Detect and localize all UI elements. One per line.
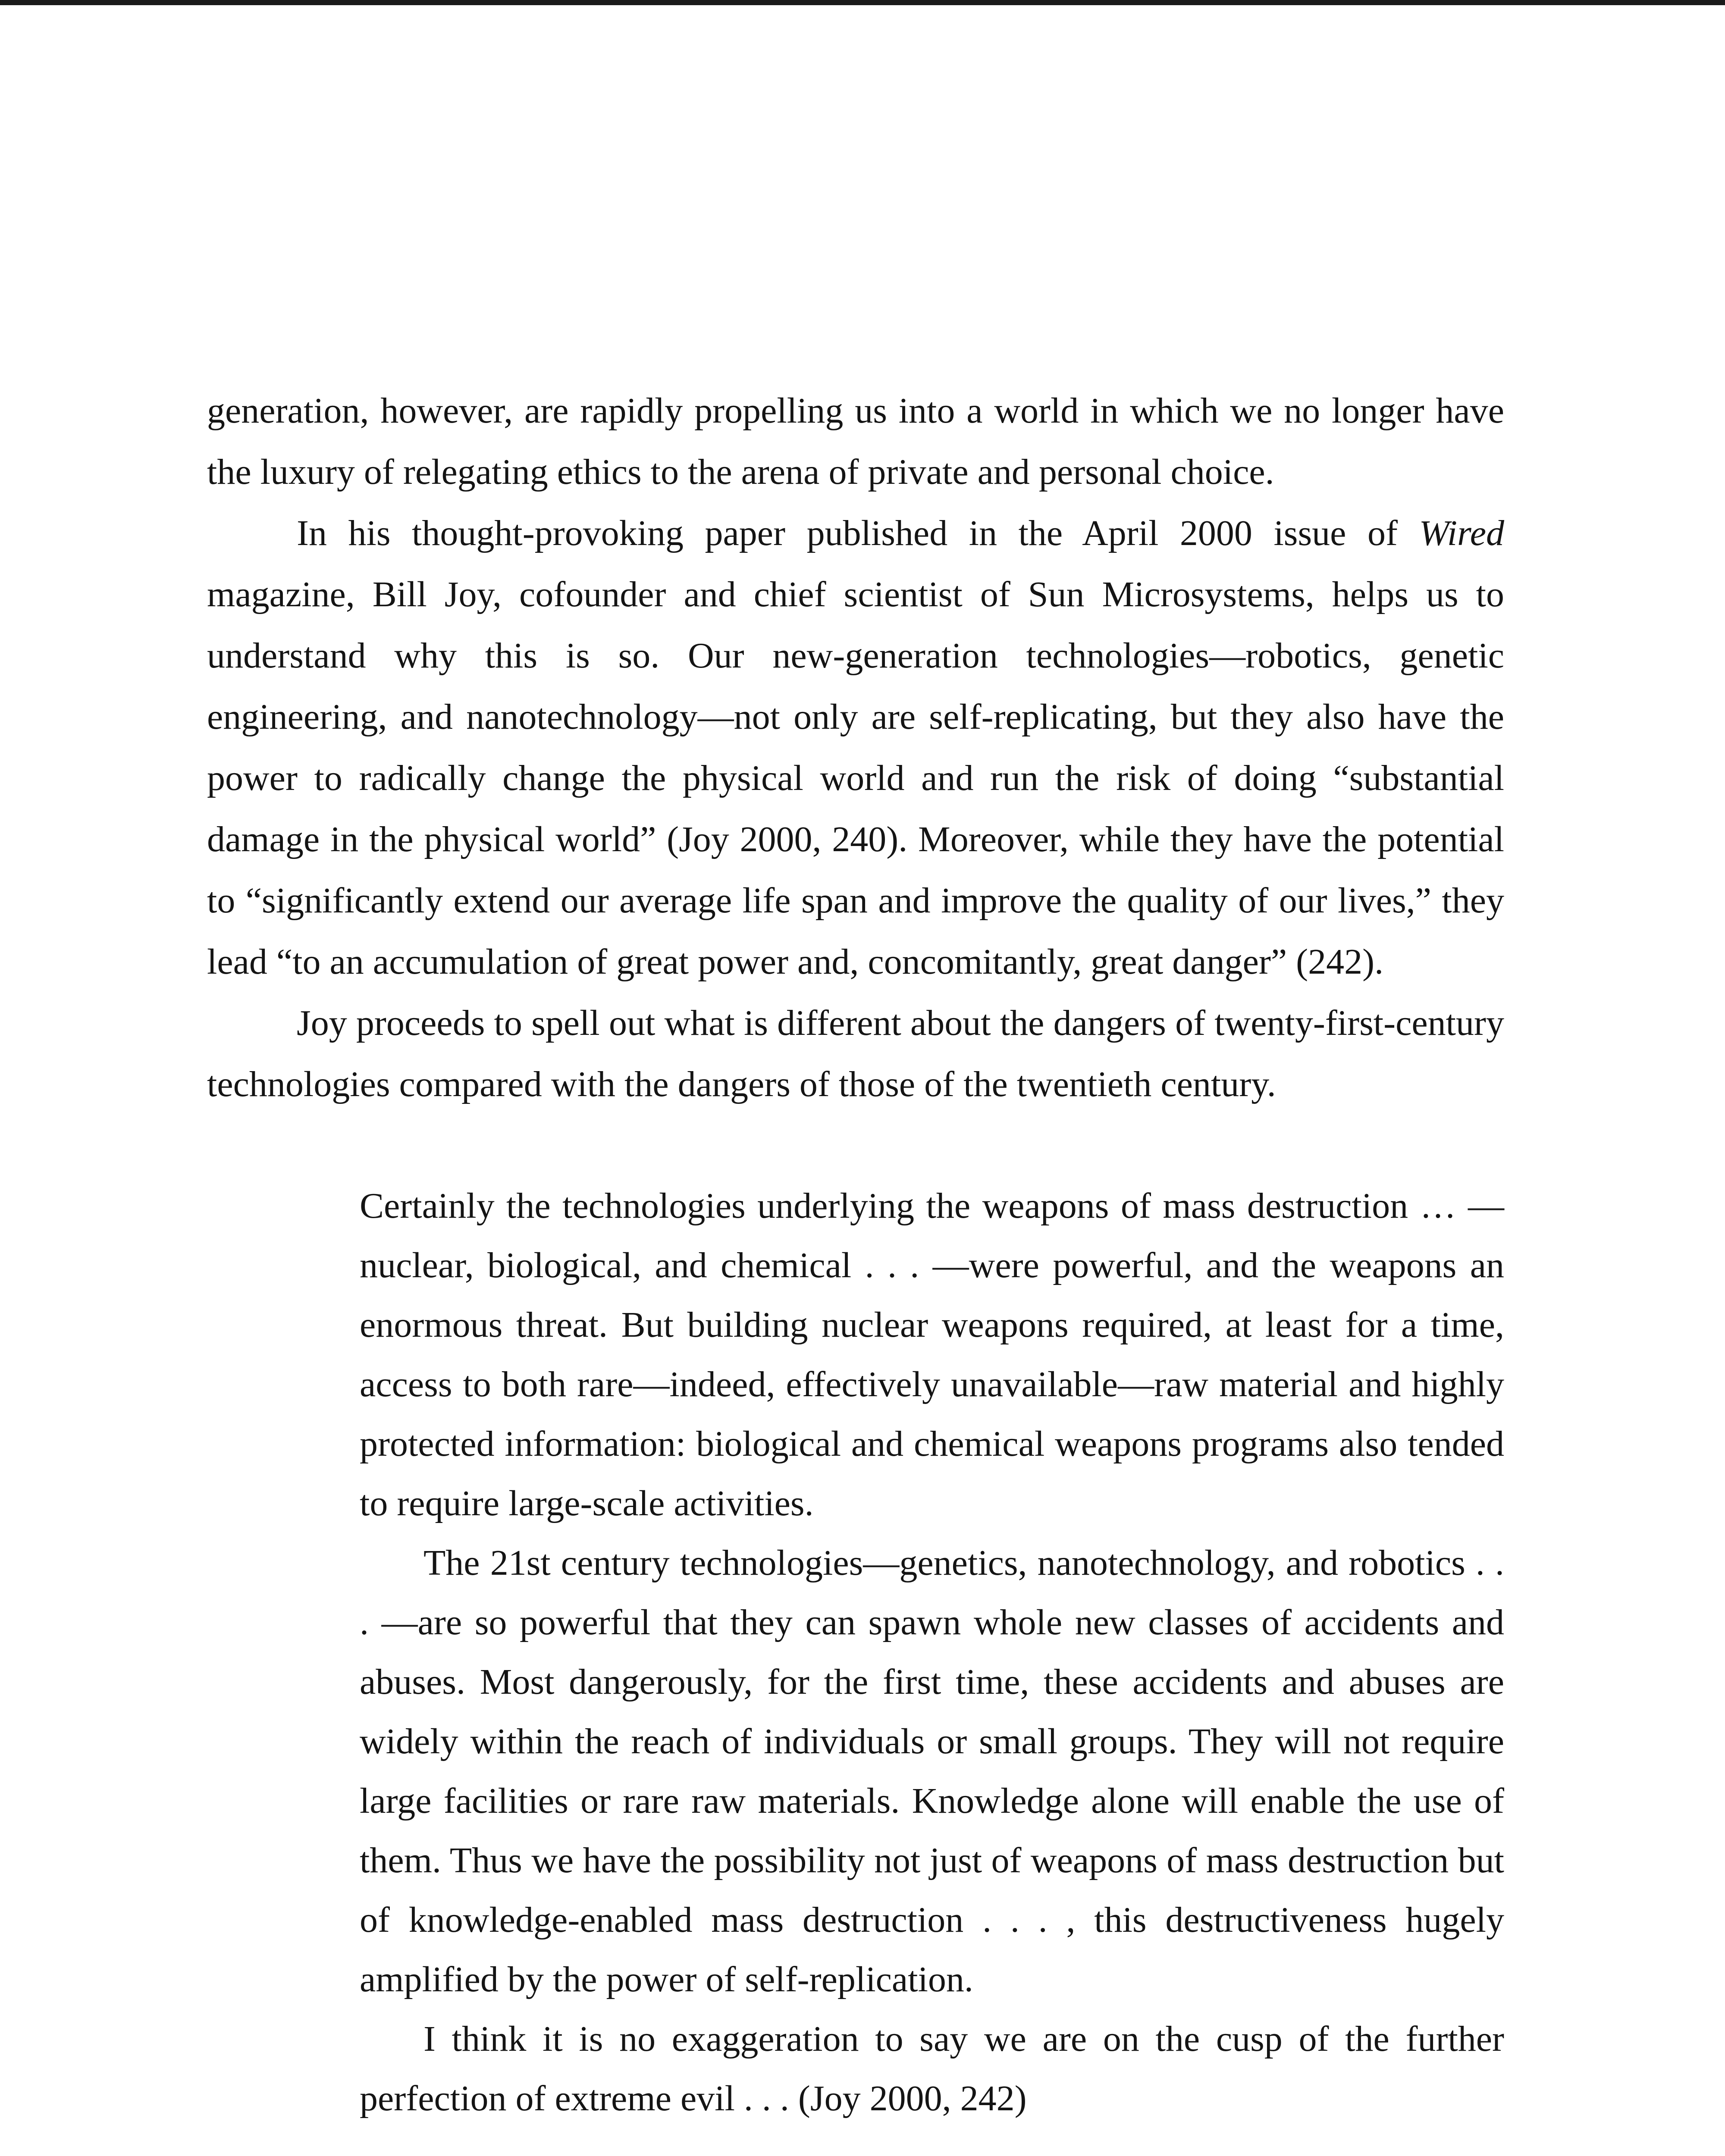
paragraph-wired-start: In his thought-provoking paper published in the April 2000 issue of	[297, 513, 1419, 553]
main-text	[207, 380, 1504, 1115]
paragraph-wired-rest: magazine, Bill Joy, cofounder and chief scientist of Sun Microsystems, helps us to understand why this is so. Our new-generation technologies—robotics, genetic engineering, and nanotechnology—not only are self-replicating, but they also have the power to radically change the physical world and run the risk of doing “substantial damage in the physical world” (Joy 2000, 240). Moreover, while they have the potential to “significantly extend our average life span and improve the quality of our lives,” they lead “to an accumulation of great power and, concomitantly, great danger” (242).	[207, 574, 1504, 982]
top-rule	[0, 0, 1725, 5]
paragraph-joy-proceeds: Joy proceeds to spell out what is different about the dangers of twenty-first-century technologies compared with the dangers of those of the twentieth century.	[207, 1003, 1504, 1104]
wired-magazine-title: Wired	[1419, 513, 1504, 553]
quote-paragraph-2: The 21st century technologies—genetics, nanotechnology, and robotics . . . —are so powerful that they can spawn whole new classes of accidents and abuses. Most dangerously, for the first time, these accidents and abuses are widely within the reach of individuals or small groups. They will not require large facilities or rare raw materials. Knowledge alone will enable the use of them. Thus we have the possibility not just of weapons of mass destruction but of knowledge-enabled mass destruction . . . , this destructiveness hugely amplified by the power of self-replication.	[360, 1543, 1504, 1999]
paragraph-wired	[207, 503, 1504, 993]
paragraph-continuation: generation, however, are rapidly propelling us into a world in which we no longer have the luxury of relegating ethics to the arena of private and personal choice.	[207, 391, 1504, 492]
quote-paragraph-3: I think it is no exaggeration to say we are on the cusp of the further perfection of extreme evil . . . (Joy 2000, 242)	[360, 2019, 1504, 2118]
block-quote	[360, 1176, 1504, 2128]
quote-paragraph-1: Certainly the technologies underlying the weapons of mass destruction … —nuclear, biological, and chemical . . . —were powerful, and the weapons an enormous threat. But building nuclear weapons required, at least for a time, access to both rare—indeed, effectively unavailable—raw material and highly protected information: biological and chemical weapons programs also tended to require large-scale activities.	[360, 1186, 1504, 1523]
